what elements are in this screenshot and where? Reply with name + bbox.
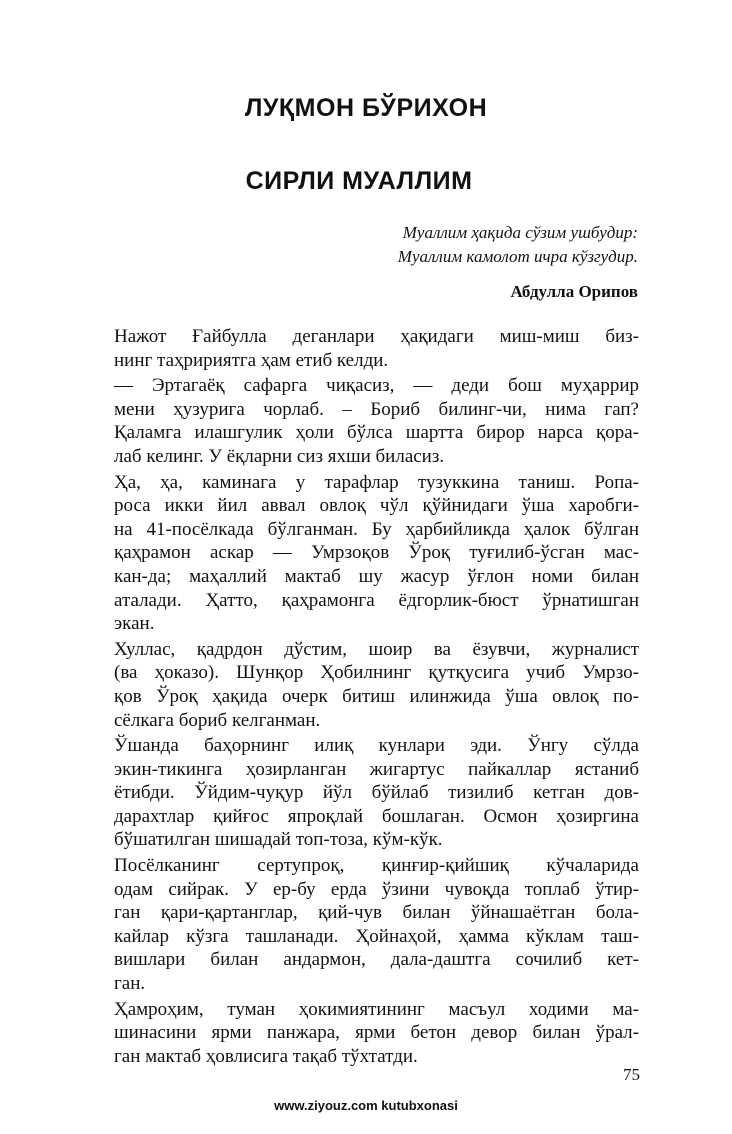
text-line: дарахтлар қийғос япроқлай бошлаган. Осмон ҳозиргина [114,805,639,827]
text-line: Ҳамроҳим, туман ҳокимиятининг масъул ходими ма- [114,998,639,1020]
paragraph [81,734,639,852]
text-line: қов Ўроқ ҳақида очерк битиш илинжида ўша овлоқ по- [114,685,639,707]
epigraph-line: Муаллим ҳақида сўзим ушбудир: [402,223,638,242]
text-line: кан-да; маҳаллий мактаб шу жасур ўғлон номи билан [114,565,639,587]
text-line: Посёлканинг сертупроқ, қинғир-қийшиқ кўчаларида [114,855,639,877]
text-line: экан. [114,613,155,635]
text-line: экин-тикинга ҳозирланган жигартус пайкаллар ястаниб [114,758,639,780]
paragraph [81,374,639,468]
text-line: ган мактаб ҳовлисига тақаб тўхтатди. [114,1045,418,1067]
text-line: Ўшанда баҳорнинг илиқ кунлари эди. Ўнгу сўлда [114,735,639,757]
text-line: Хуллас, қадрдон дўстим, шоир ва ёзувчи, журналист [114,638,639,660]
text-line: сёлкага бориб келганман. [114,709,321,731]
text-line: роса икки йил аввал овлоқ чўл қўйнидаги ўша харобги- [114,495,639,517]
text-line: ётибди. Ўйдим-чуқур йўл бўйлаб тизилиб кетган дов- [114,782,639,804]
text-line: одам сийрак. У ер-бу ерда ўзини чувоқда топлаб ўтир- [114,878,639,900]
author-name: ЛУҚМОН БЎРИХОН [244,94,488,122]
epigraph [398,221,638,269]
text-line: — Эртагаёқ сафарга чиқасиз, — деди бош муҳаррир [114,375,639,397]
text-line: Ҳа, ҳа, каминага у тарафлар тузуккина таниш. Ропа- [114,471,639,493]
text-line: мени ҳузурига чорлаб. – Бориб билинг-чи, нима гап? [114,398,639,420]
paragraph [81,325,639,372]
story-title: СИРЛИ МУАЛЛИМ [245,167,473,195]
footer-watermark: www.ziyouz.com kutubxonasi [274,1098,458,1113]
text-line: вишлари билан андармон, дала-даштга сочилиб кет- [114,949,639,971]
text-line: ган қари-қартанглар, қий-чув билан ўйнашаётган бола- [114,902,639,924]
text-line: на 41-посёлкада бўлганман. Бу ҳарбийликда ҳалок бўлган [114,518,639,540]
text-line: кайлар кўзга ташланади. Ҳойнаҳой, ҳамма кўклам таш- [114,925,639,947]
text-line: ган. [114,973,146,995]
paragraph [81,854,639,996]
text-line: Қаламга илашгулик ҳоли бўлса шартта бирор нарса қора- [114,422,639,444]
epigraph-source: Абдулла Орипов [510,282,638,301]
text-line: шинасини ярми панжара, ярми бетон девор билан ўрал- [114,1022,639,1044]
text-line: қаҳрамон аскар — Умрзоқов Ўроқ туғилиб-ўсган мас- [114,542,639,564]
epigraph-line: Муаллим камолот ичра кўзгудир. [397,247,638,266]
paragraph [81,998,639,1069]
text-line: (ва ҳоказо). Шунқор Ҳобилнинг қутқусига учиб Умрзо- [114,662,639,684]
paragraph [81,471,639,636]
text-line: Нажот Ғайбулла деганлари ҳақидаги миш-миш биз- [114,326,639,347]
text-line: лаб келинг. У ёқларни сиз яхши биласиз. [114,445,445,467]
text-line: аталади. Ҳатто, қаҳрамонга ёдгорлик-бюст ўрнатишган [114,589,639,611]
text-line: бўшатилган шишадай топ-тоза, кўм-кўк. [114,829,443,851]
paragraph [81,638,639,732]
page-number: 75 [623,1065,640,1084]
text-line: нинг таҳририятга ҳам етиб келди. [114,349,389,371]
body-text [81,325,639,1070]
